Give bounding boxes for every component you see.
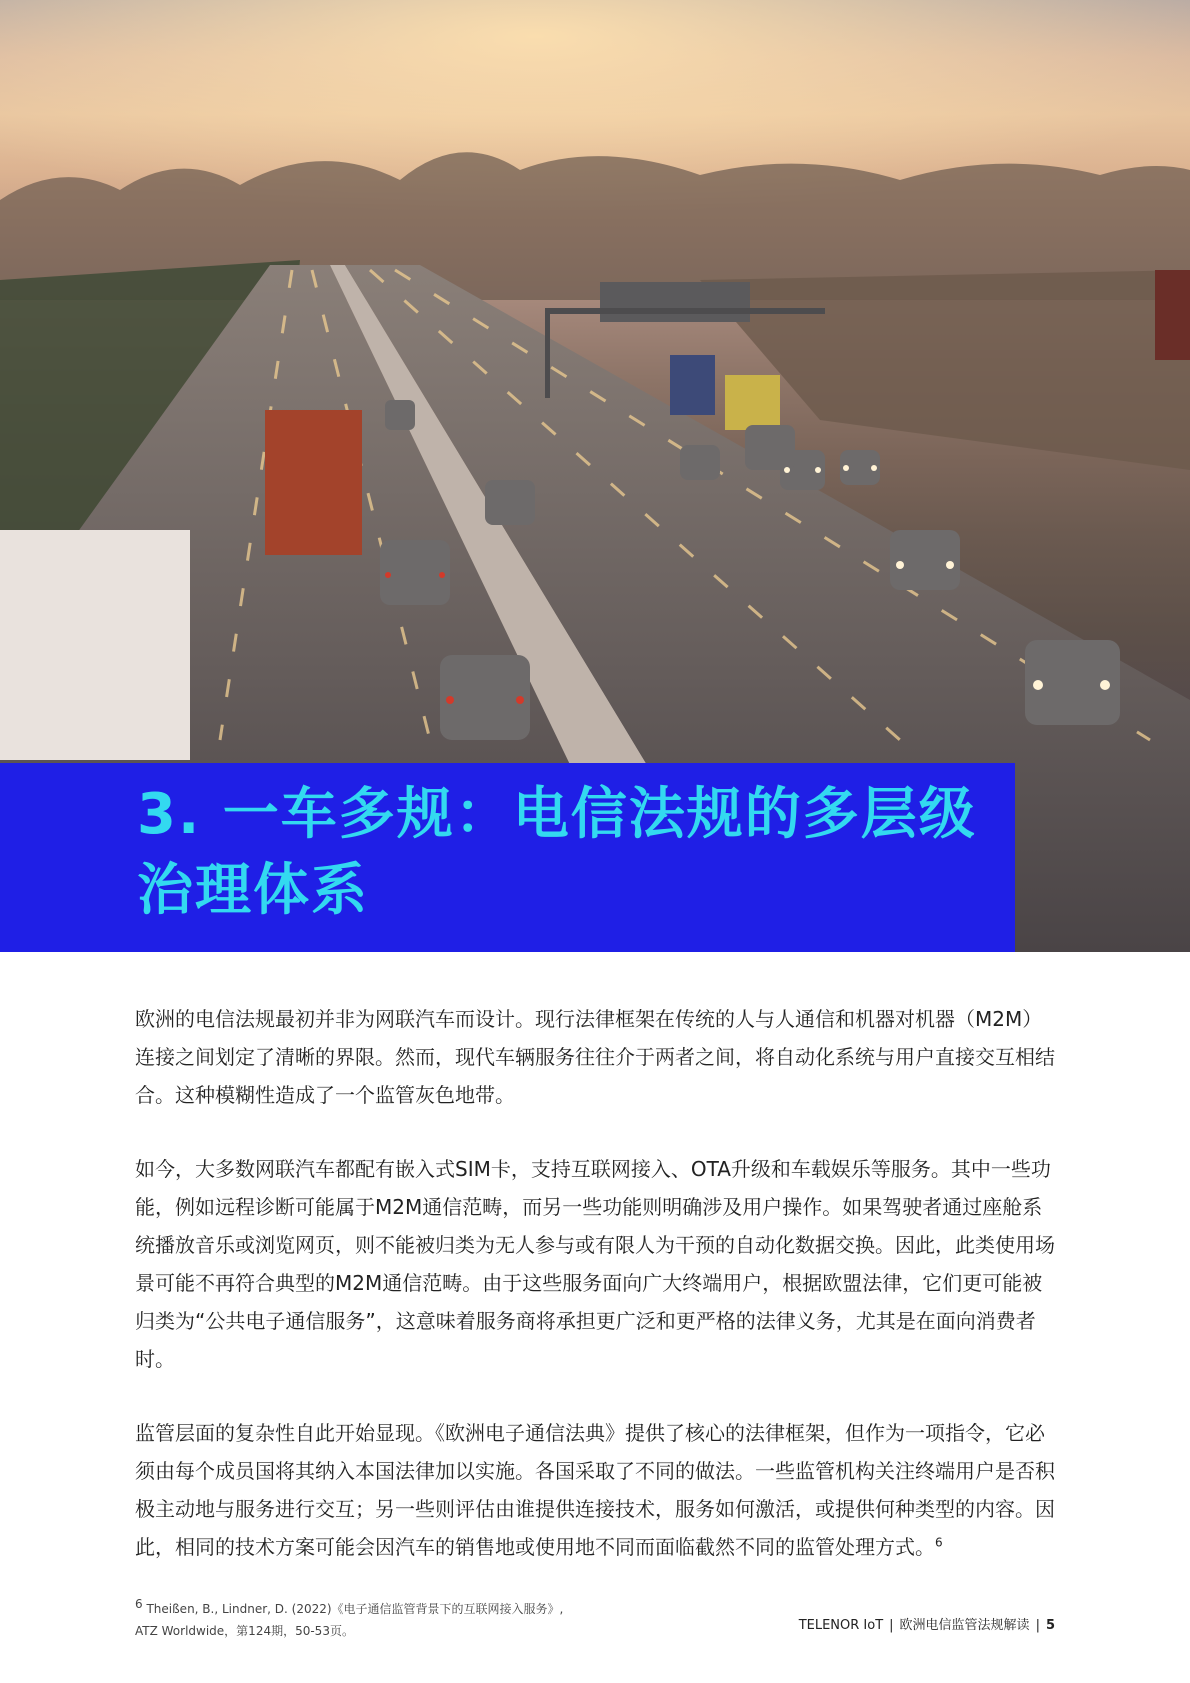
page-footer [799,1614,1055,1633]
paragraph-2 [135,1150,1055,1378]
paragraph-3 [135,1414,1055,1566]
footnote [135,1598,735,1642]
footer-brand: TELENOR IoT [798,1618,884,1633]
paragraph-3-text: 监管层面的复杂性自此开始显现。《欧洲电子通信法典》提供了核心的法律框架，但作为一项指令，它必须由每个成员国将其纳入本国法律加以实施。各国采取了不同的做法。一些监管机构关注终端用户是否积极主动地与服务进行交互；另一些则评估由谁提供连接技术，服务如何激活，或提供何种类型的内容。因此，相同的技术方案可能会因汽车的销售地或使用地不同而面临截然不同的监管处理方式。 [135,1421,1055,1559]
footnote-citation: Theißen, B., Lindner, D. (2022)《电子通信监管背景下的互联网接入服务》, [146,1602,564,1616]
footnote-line-1 [135,1598,735,1620]
footer-separator: | [1035,1618,1040,1633]
footer-separator: | [889,1618,894,1633]
paragraph-2-text: 如今，大多数网联汽车都配有嵌入式SIM卡，支持互联网接入、OTA升级和车载娱乐等服务。其中一些功能，例如远程诊断可能属于M2M通信范畴，而另一些功能则明确涉及用户操作。如果驾驶者通过座舱系统播放音乐或浏览网页，则不能被归类为无人参与或有限人为干预的自动化数据交换。因此，此类使用场景可能不再符合典型的M2M通信范畴。由于这些服务面向广大终端用户，根据欧盟法律，它们更可能被归类为“公共电子通信服务”，这意味着服务商将承担更广泛和更严格的法律义务，尤其是在面向消费者时。 [135,1157,1055,1371]
body-text [135,1000,1055,1602]
paragraph-1 [135,1000,1055,1114]
paragraph-1-text: 欧洲的电信法规最初并非为网联汽车而设计。现行法律框架在传统的人与人通信和机器对机器（M2M）连接之间划定了清晰的界限。然而，现代车辆服务往往介于两者之间，将自动化系统与用户直接交互相结合。这种模糊性造成了一个监管灰色地带。 [135,1007,1055,1107]
footnote-line-2: ATZ Worldwide，第124期，50-53页。 [135,1624,354,1638]
section-title: 3. 一车多规：电信法规的多层级治理体系 [137,782,977,923]
footnote-marker: 6 [135,1597,143,1611]
title-band [0,763,1015,952]
page-number: 5 [1045,1618,1055,1633]
footnote-reference[interactable]: 6 [935,1535,943,1550]
footer-doc-title: 欧洲电信监管法规解读 [899,1618,1030,1633]
